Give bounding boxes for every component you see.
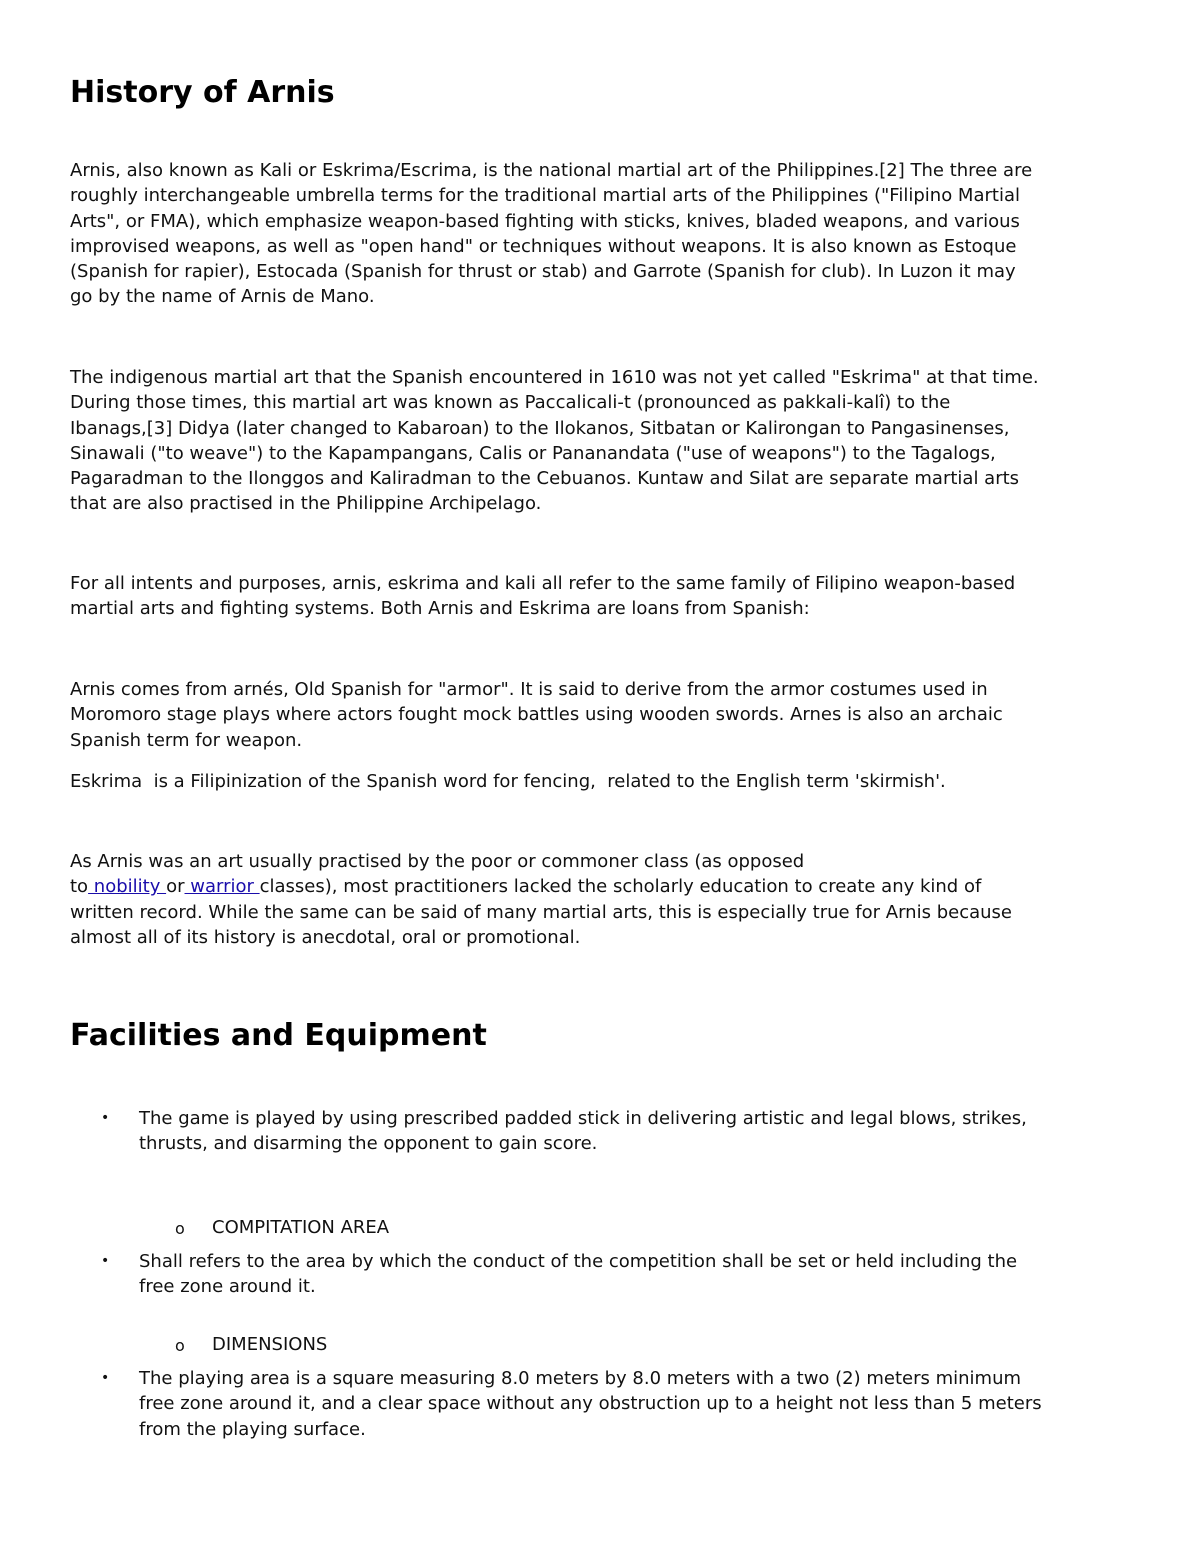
text-line: (Spanish for rapier), Estocada (Spanish for thrust or stab) and Garrote (Spanish for club). In Luzon it may <box>70 261 1016 283</box>
text-line: The playing area is a square measuring 8.0 meters by 8.0 meters with a two (2) meters minimum <box>139 1368 1022 1389</box>
text-line: almost all of its history is anecdotal, oral or promotional. <box>70 926 581 948</box>
text-line: Spanish term for weapon. <box>70 729 303 751</box>
bullet-icon: • <box>101 1370 110 1386</box>
sub-bullet-icon: o <box>175 1219 185 1238</box>
text-line: go by the name of Arnis de Mano. <box>70 286 375 308</box>
paragraph-commoner <box>70 849 1012 950</box>
text-line: Shall refers to the area by which the conduct of the competition shall be set or held including the <box>139 1251 1018 1272</box>
paragraph-intro <box>70 158 1032 310</box>
text-line: thrusts, and disarming the opponent to gain score. <box>139 1133 598 1155</box>
text-line: Ibanags,[3] Didya (later changed to Kabaroan) to the Ilokanos, Sitbatan or Kalirongan to Pangasinenses, <box>70 417 1010 439</box>
bullet-icon: • <box>101 1110 110 1126</box>
text-line: from the playing surface. <box>139 1418 366 1440</box>
sub-bullet-icon: o <box>175 1336 185 1355</box>
bullet-icon: • <box>101 1253 110 1269</box>
paragraph-arnis-etymology <box>70 677 1003 753</box>
text-line: free zone around it, and a clear space without any obstruction up to a height not less than 5 meters <box>139 1393 1042 1415</box>
text-line: During those times, this martial art was known as Paccalicali-t (pronounced as pakkali-kalî) to the <box>70 392 951 414</box>
bullet-item <box>139 1366 1042 1442</box>
text: to <box>70 876 89 898</box>
text-line: Arts", or FMA), which emphasize weapon-based fighting with sticks, knives, bladed weapons, and various <box>70 210 1020 232</box>
text-line: Moromoro stage plays where actors fought mock battles using wooden swords. Arnes is also an archaic <box>70 704 1003 726</box>
text-line: As Arnis was an art usually practised by the poor or commoner class (as opposed <box>70 851 805 872</box>
text-line <box>70 874 1012 899</box>
paragraph-eskrima-etymology <box>70 769 946 794</box>
bullet-item <box>139 1106 1027 1157</box>
sub-item: DIMENSIONS <box>212 1334 328 1355</box>
text-line: improvised weapons, as well as "open hand" or techniques without weapons. It is also known as Estoque <box>70 235 1017 257</box>
text-line: For all intents and purposes, arnis, eskrima and kali all refer to the same family of Filipino weapon-based <box>70 573 1016 594</box>
text-line: Pagaradman to the Ilonggos and Kaliradman to the Cebuanos. Kuntaw and Silat are separate martial arts <box>70 468 1020 490</box>
text: or <box>166 876 185 898</box>
text-line: The indigenous martial art that the Spanish encountered in 1610 was not yet called "Eskrima" at that time. <box>70 367 1039 388</box>
text-line: Arnis, also known as Kali or Eskrima/Escrima, is the national martial art of the Philippines.[2] The three are <box>70 160 1033 181</box>
text-line: written record. While the same can be said of many martial arts, this is especially true for Arnis because <box>70 901 1012 923</box>
text-line: Eskrima is a Filipinization of the Spanish word for fencing, related to the English term 'skirmish'. <box>70 771 946 792</box>
text-line: martial arts and fighting systems. Both Arnis and Eskrima are loans from Spanish: <box>70 598 810 620</box>
paragraph-indigenous <box>70 365 1039 517</box>
text-line: roughly interchangeable umbrella terms for the traditional martial arts of the Philippines ("Filipino Martial <box>70 185 1020 207</box>
paragraph-intents <box>70 571 1015 622</box>
text-line: Arnis comes from arnés, Old Spanish for "armor". It is said to derive from the armor costumes used in <box>70 679 988 700</box>
text-line: The game is played by using prescribed padded stick in delivering artistic and legal blows, strikes, <box>139 1108 1027 1129</box>
text: classes), most practitioners lacked the scholarly education to create any kind of <box>259 876 982 898</box>
link-nobility[interactable]: nobility <box>88 876 167 898</box>
facilities-heading: Facilities and Equipment <box>70 1018 487 1053</box>
sub-item: COMPITATION AREA <box>212 1217 390 1238</box>
text-line: that are also practised in the Philippine Archipelago. <box>70 493 542 515</box>
history-heading: History of Arnis <box>70 75 335 110</box>
text-line: Sinawali ("to weave") to the Kapampangans, Calis or Pananandata ("use of weapons") to the Tagalogs, <box>70 442 996 464</box>
link-warrior[interactable]: warrior <box>184 876 260 898</box>
bullet-item <box>139 1249 1017 1300</box>
text-line: free zone around it. <box>139 1276 316 1298</box>
